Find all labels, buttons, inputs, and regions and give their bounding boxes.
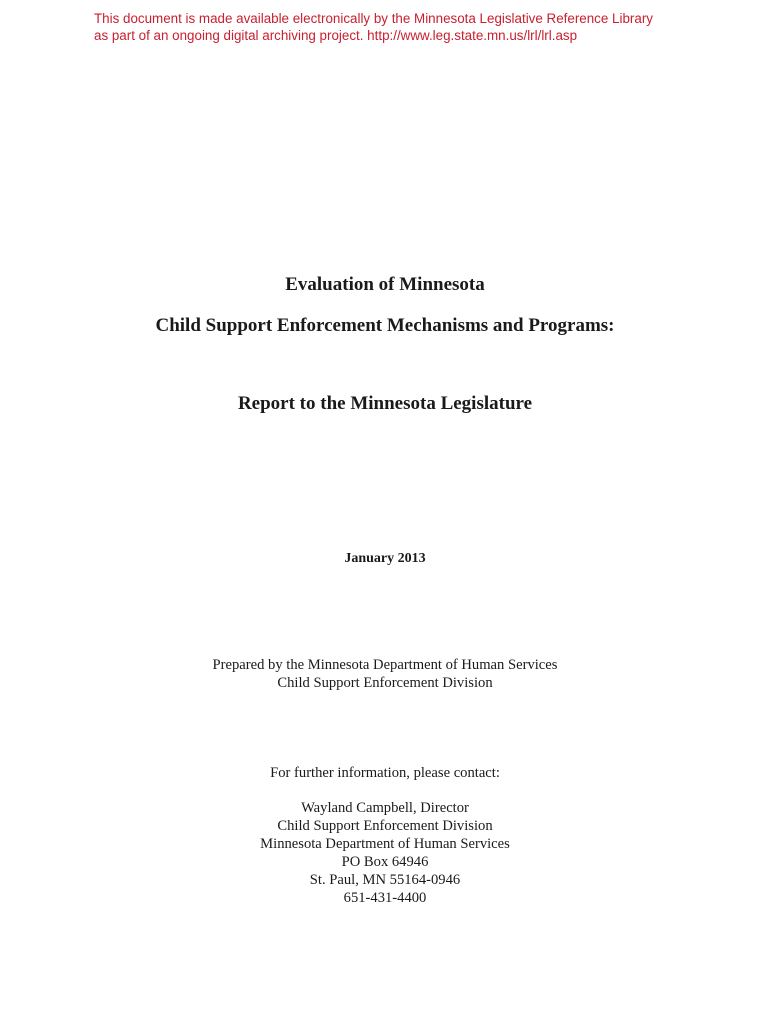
contact-name: Wayland Campbell, Director (301, 800, 469, 816)
contact-department: Minnesota Department of Human Services (260, 836, 510, 852)
contact-phone: 651-431-4400 (343, 890, 427, 906)
prepared-by-line-1: Prepared by the Minnesota Department of Human Services (212, 657, 558, 673)
prepared-by-line-2: Child Support Enforcement Division (277, 675, 493, 691)
contact-city: St. Paul, MN 55164-0946 (309, 872, 461, 888)
report-date: January 2013 (344, 551, 426, 566)
contact-division: Child Support Enforcement Division (277, 818, 493, 834)
contact-intro: For further information, please contact: (270, 765, 500, 781)
archive-notice-line-1: This document is made available electronically by the Minnesota Legislative Reference Library (94, 11, 653, 26)
archive-notice-line-2: as part of an ongoing digital archiving project. http://www.leg.state.mn.us/lrl/lrl.asp (94, 28, 578, 43)
contact-po-box: PO Box 64946 (341, 854, 429, 870)
title-line-1: Evaluation of Minnesota (285, 274, 485, 295)
title-line-2: Child Support Enforcement Mechanisms and Programs: (155, 315, 615, 336)
report-subtitle: Report to the Minnesota Legislature (237, 393, 533, 414)
archive-notice (94, 10, 734, 44)
